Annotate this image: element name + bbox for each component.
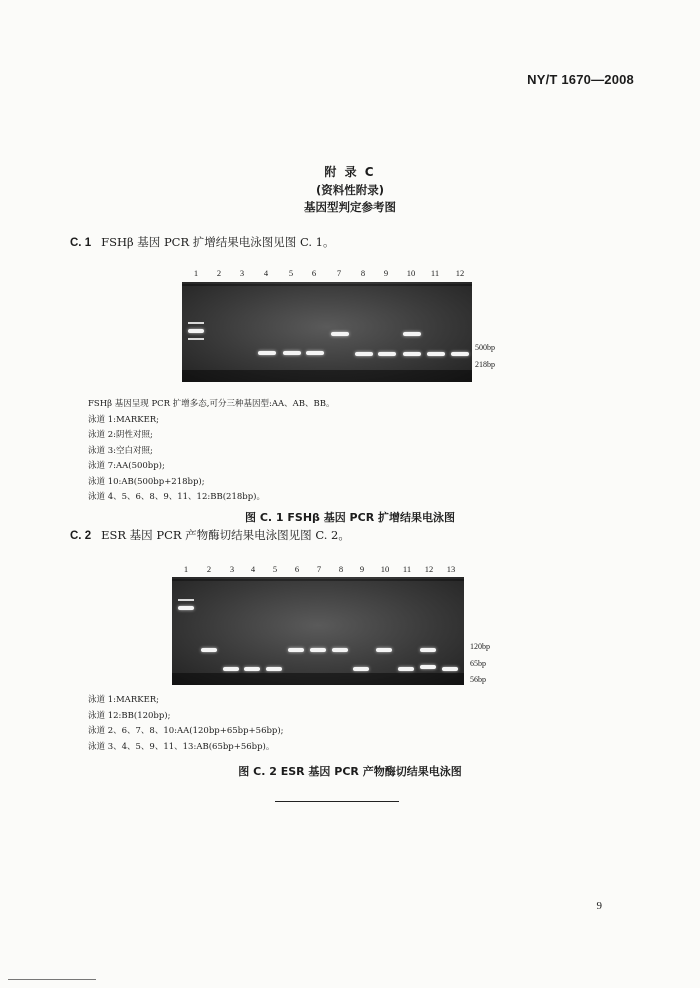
dna-band — [398, 667, 414, 671]
dna-band — [332, 648, 348, 652]
lane-number: 4 — [263, 268, 269, 278]
lane-number: 10 — [406, 268, 416, 278]
dna-band — [378, 352, 396, 356]
note-line: 泳道 3、4、5、9、11、13:AB(65bp+56bp)。 — [88, 741, 275, 752]
note-line: 泳道 12:BB(120bp); — [88, 710, 171, 721]
dna-band — [355, 352, 373, 356]
dna-band — [266, 667, 282, 671]
dna-band — [331, 332, 349, 336]
note-line: 泳道 3:空白对照; — [88, 445, 153, 456]
section-text: ESR 基因 PCR 产物酶切结果电泳图见图 C. 2。 — [101, 528, 350, 542]
size-label: 500bp — [475, 343, 495, 352]
dna-band — [427, 352, 445, 356]
lane-number: 6 — [311, 268, 317, 278]
note-line: 泳道 10:AB(500bp+218bp); — [88, 476, 205, 487]
figure-caption-c2: 图 C. 2 ESR 基因 PCR 产物酶切结果电泳图 — [238, 765, 462, 778]
page-number: 9 — [596, 900, 602, 912]
lane-number: 12 — [455, 268, 465, 278]
lane-number: 11 — [402, 564, 412, 574]
dna-band — [244, 667, 260, 671]
dna-band — [310, 648, 326, 652]
note-line: 泳道 4、5、6、8、9、11、12:BB(218bp)。 — [88, 492, 265, 502]
figure-caption-c1: 图 C. 1 FSHβ 基因 PCR 扩增结果电泳图 — [244, 511, 455, 524]
lane-number: 2 — [216, 268, 222, 278]
lane-number: 3 — [239, 268, 245, 278]
dna-band — [223, 667, 239, 671]
gel-image-c2 — [172, 577, 464, 685]
size-label: 218bp — [475, 360, 495, 369]
note-line: 泳道 7:AA(500bp); — [88, 461, 165, 471]
well-line — [182, 284, 472, 286]
figure-notes-c1 — [88, 397, 335, 506]
marker-band — [188, 338, 204, 340]
note-line: 泳道 1:MARKER; — [88, 414, 160, 425]
lane-number: 4 — [250, 564, 256, 574]
lane-number: 10 — [380, 564, 390, 574]
note-line: 泳道 2、6、7、8、10:AA(120bp+65bp+56bp); — [88, 726, 284, 736]
marker-band — [188, 322, 204, 324]
size-label: 120bp — [470, 642, 490, 651]
lane-number: 3 — [229, 564, 235, 574]
dna-band — [283, 351, 301, 355]
marker-band — [178, 599, 194, 601]
lane-number: 8 — [338, 564, 344, 574]
dna-band — [201, 648, 217, 652]
size-label: 65bp — [470, 659, 486, 668]
lane-number: 5 — [272, 564, 278, 574]
standard-code: NY/T 1670—2008 — [527, 72, 634, 87]
lane-number: 9 — [359, 564, 365, 574]
lane-number: 2 — [206, 564, 212, 574]
lane-number: 7 — [316, 564, 322, 574]
section-c1-heading — [70, 234, 334, 250]
lane-number: 6 — [294, 564, 300, 574]
figure-notes-c2 — [88, 693, 284, 755]
section-c2-heading — [70, 527, 350, 543]
lane-number: 5 — [288, 268, 294, 278]
dna-band — [306, 351, 324, 355]
marker-band — [178, 606, 194, 610]
dna-band — [258, 351, 276, 355]
dna-band — [288, 648, 304, 652]
well-line — [172, 579, 464, 581]
section-number: C. 1 — [70, 237, 92, 249]
dna-band — [403, 332, 421, 336]
lane-number: 8 — [360, 268, 366, 278]
dna-band — [376, 648, 392, 652]
lane-number: 13 — [446, 564, 456, 574]
lane-number: 1 — [193, 268, 199, 278]
scan-edge-line — [8, 979, 96, 980]
dna-band — [451, 352, 469, 356]
marker-band — [188, 329, 204, 333]
dna-band — [420, 648, 436, 652]
annex-title: 附 录 C — [324, 165, 376, 179]
dna-band — [442, 667, 458, 671]
lane-number: 1 — [183, 564, 189, 574]
note-line: 泳道 2:阴性对照; — [88, 430, 153, 440]
section-number: C. 2 — [70, 530, 92, 542]
dna-band — [353, 667, 369, 671]
note-line: FSHβ 基因呈现 PCR 扩增多态,可分三种基因型:AA、AB、BB。 — [88, 399, 335, 409]
annex-name: 基因型判定参考图 — [304, 200, 396, 214]
end-rule — [275, 801, 399, 802]
lane-number: 11 — [430, 268, 440, 278]
lane-number: 12 — [424, 564, 434, 574]
lane-number: 9 — [383, 268, 389, 278]
dna-band — [420, 665, 436, 669]
gel-image-c1 — [182, 282, 472, 382]
size-label: 56bp — [470, 675, 486, 684]
dna-band — [403, 352, 421, 356]
section-text: FSHβ 基因 PCR 扩增结果电泳图见图 C. 1。 — [101, 235, 335, 249]
note-line: 泳道 1:MARKER; — [88, 695, 160, 705]
annex-type: (资料性附录) — [315, 183, 384, 197]
lane-number: 7 — [336, 268, 342, 278]
